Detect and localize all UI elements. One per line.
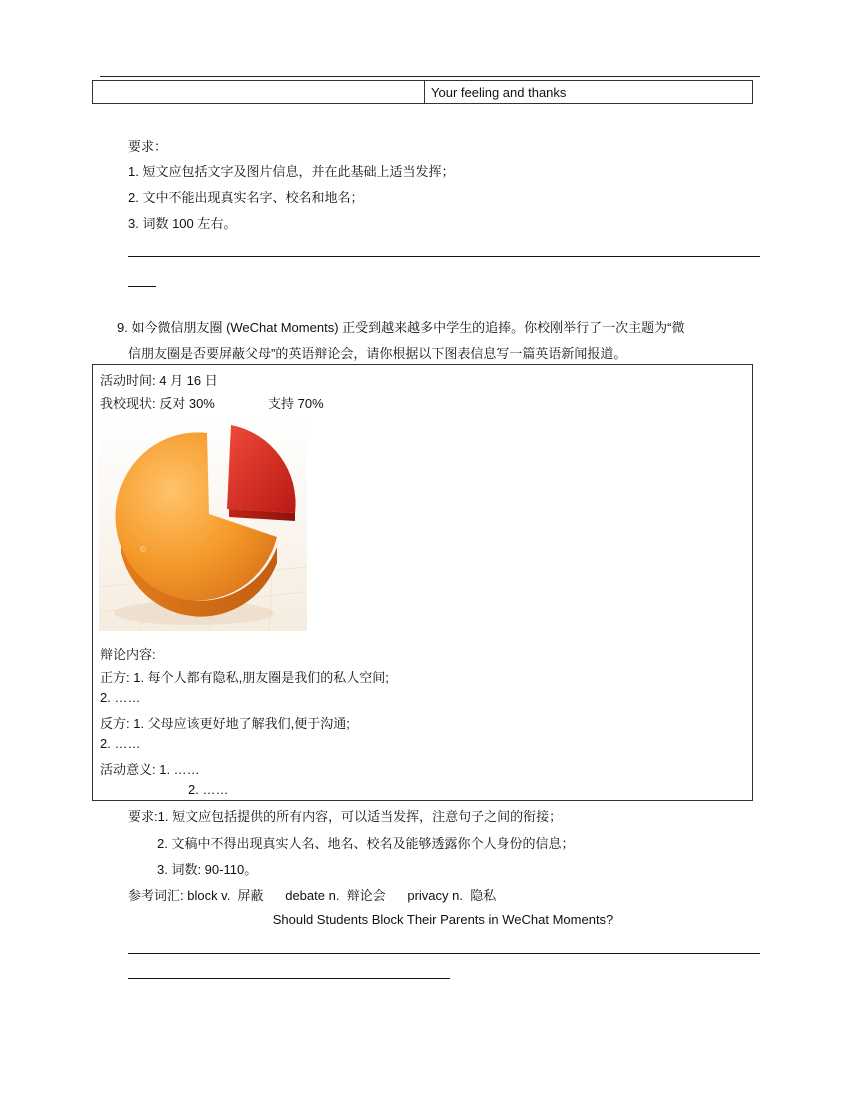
question-9-line-1: 9. 如今微信朋友圈 (WeChat Moments) 正受到越来越多中学生的追捧。你校刚举行了一次主题为“微	[117, 320, 685, 335]
pro-point-2: 2. ……	[100, 690, 141, 705]
pro-point-1: 正方: 1. 每个人都有隐私,朋友圈是我们的私人空间;	[100, 670, 389, 685]
pie-chart-image	[99, 417, 307, 631]
svg-text:©: ©	[139, 545, 147, 554]
top-table-row	[92, 80, 753, 104]
req1-item-1: 1. 短文应包括文字及图片信息，并在此基础上适当发挥；	[128, 164, 455, 179]
table-cell-feeling: Your feeling and thanks	[431, 85, 567, 100]
con-point-1: 反方: 1. 父母应该更好地了解我们,便于沟通;	[100, 716, 350, 731]
debate-content-heading: 辩论内容:	[100, 647, 156, 662]
answer-line-2	[128, 953, 760, 954]
req1-item-3: 3. 词数 100 左右。	[128, 216, 237, 231]
svg-text:©: ©	[212, 482, 220, 491]
answer-line-1	[128, 256, 760, 257]
vocabulary-hint: 参考词汇: block v. 屏蔽 debate n. 辩论会 privacy n. 隐私	[128, 888, 497, 903]
meaning-point-2: 2. ……	[188, 782, 229, 797]
top-rule	[100, 76, 760, 77]
req2-item-1: 要求:1. 短文应包括提供的所有内容，可以适当发挥，注意句子之间的衔接；	[128, 809, 563, 824]
req1-item-2: 2. 文中不能出现真实名字、校名和地名；	[128, 190, 364, 205]
essay-title: Should Students Block Their Parents in WeChat Moments?	[272, 912, 614, 927]
con-point-2: 2. ……	[100, 736, 141, 751]
info-box	[92, 364, 753, 801]
meaning-point-1: 活动意义: 1. ……	[100, 762, 200, 777]
req2-item-3: 3. 词数: 90-110。	[157, 862, 258, 877]
req1-heading: 要求：	[128, 139, 168, 154]
req2-item-2: 2. 文稿中不得出现真实人名、地名、校名及能够透露你个人身份的信息；	[157, 836, 575, 851]
school-status: 我校现状: 反对 30%	[100, 396, 215, 411]
school-status-support: 支持 70%	[268, 396, 324, 411]
question-9-line-2: 信朋友圈是否要屏蔽父母”的英语辩论会，请你根据以下图表信息写一篇英语新闻报道。	[128, 346, 627, 361]
table-cell-divider	[424, 81, 425, 103]
answer-line-1-tail	[128, 286, 156, 287]
event-time: 活动时间: 4 月 16 日	[100, 373, 218, 388]
answer-line-3	[128, 978, 450, 979]
